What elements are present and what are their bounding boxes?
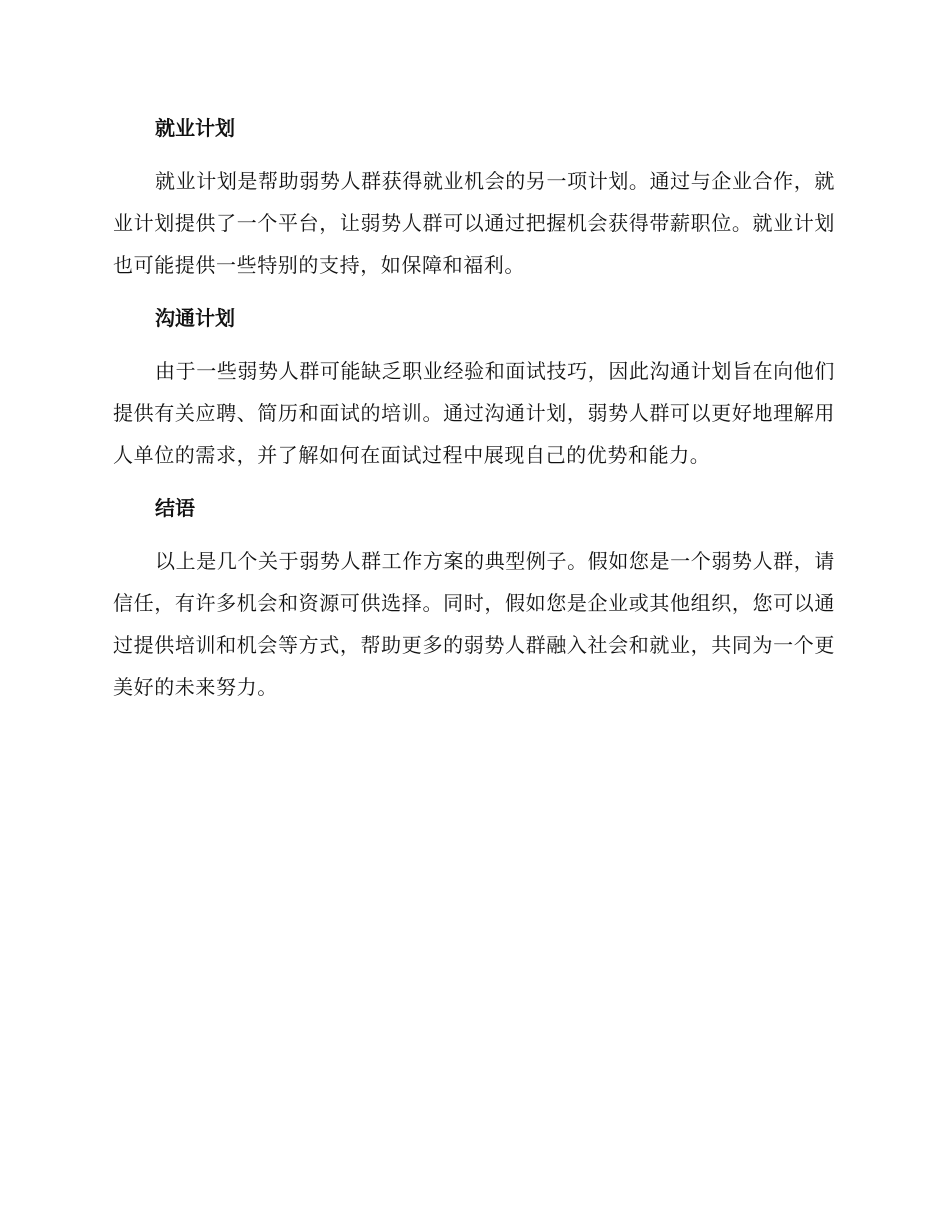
document-page <box>113 108 835 720</box>
section-paragraph-employment-plan: 就业计划是帮助弱势人群获得就业机会的另一项计划。通过与企业合作，就业计划提供了一个平台，让弱势人群可以通过把握机会获得带薪职位。就业计划也可能提供一些特别的支持，如保障和福利。 <box>113 169 835 277</box>
section-heading-conclusion: 结语 <box>155 496 195 520</box>
section-heading-employment-plan: 就业计划 <box>155 116 235 140</box>
section-paragraph-communication-plan: 由于一些弱势人群可能缺乏职业经验和面试技巧，因此沟通计划旨在向他们提供有关应聘、简历和面试的培训。通过沟通计划，弱势人群可以更好地理解用人单位的需求，并了解如何在面试过程中展现自己的优势和能力。 <box>113 359 835 467</box>
section-heading-communication-plan: 沟通计划 <box>155 306 235 330</box>
section-paragraph-conclusion: 以上是几个关于弱势人群工作方案的典型例子。假如您是一个弱势人群，请信任，有许多机会和资源可供选择。同时，假如您是企业或其他组织，您可以通过提供培训和机会等方式，帮助更多的弱势人群融入社会和就业，共同为一个更美好的未来努力。 <box>113 549 835 699</box>
